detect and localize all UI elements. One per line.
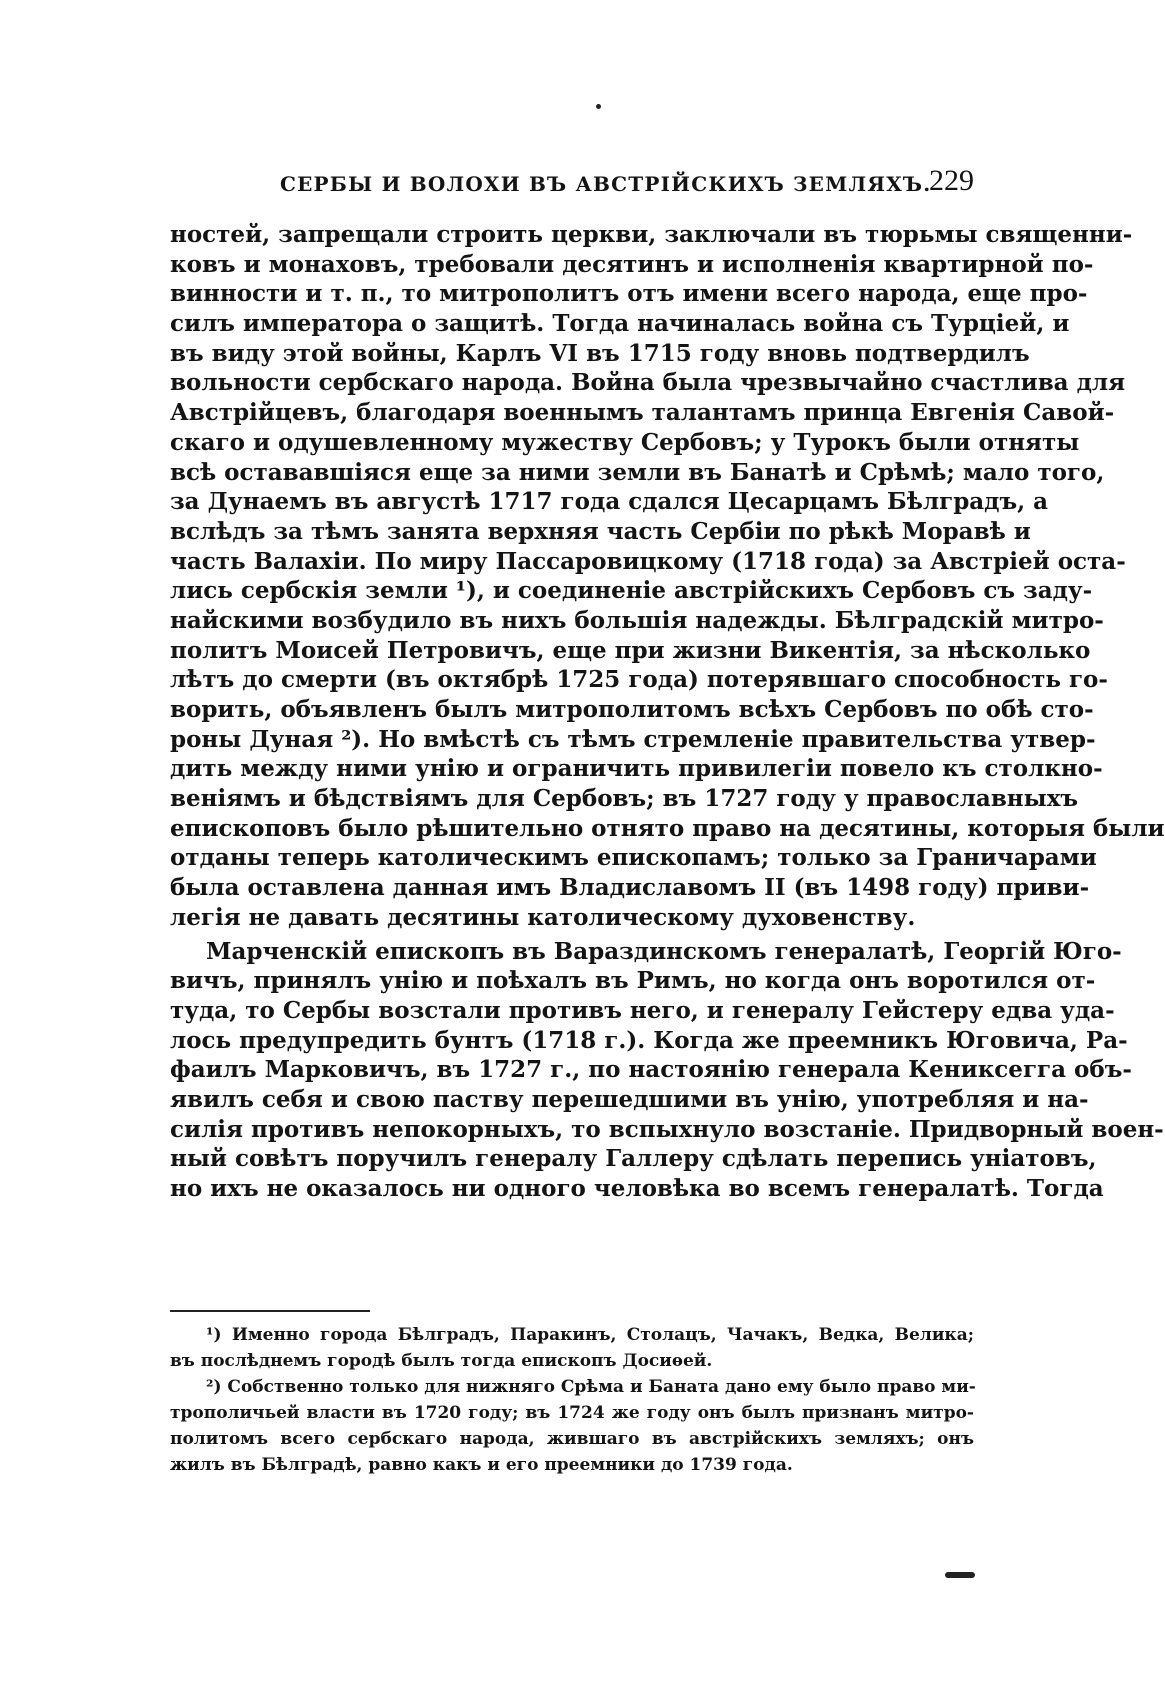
text-line: была оставлена данная имъ Владиславомъ II (въ 1498 году) приви- <box>170 874 1090 902</box>
page-number: 229 <box>929 164 974 197</box>
text-line: дить между ними унію и ограничить привилегіи повело къ столкно- <box>170 755 1103 783</box>
text-line: ностей, запрещали строить церкви, заключали въ тюрьмы священни- <box>170 221 1133 248</box>
text-line: лись сербскія земли ¹), и соединеніе австрійскихъ Сербовъ съ заду- <box>170 577 1093 605</box>
text-line: ворить, объявленъ былъ митрополитомъ всѣхъ Сербовъ по обѣ сто- <box>170 696 1094 723</box>
text-line: но ихъ не оказалось ни одного человѣка во всемъ генералатѣ. Тогда <box>170 1175 1104 1202</box>
footnote-rule <box>170 1310 370 1312</box>
text-line: епископовъ было рѣшительно отнято право на десятины, которыя были <box>170 814 1165 842</box>
text-line: часть Валахіи. По миру Пассаровицкому (1718 года) за Австріей оста- <box>170 547 1126 575</box>
text-line: вслѣдъ за тѣмъ занята верхняя часть Сербіи по рѣкѣ Моравѣ и <box>170 517 1031 545</box>
text-line: ковъ и монаховъ, требовали десятинъ и исполненія квартирной по- <box>170 250 1094 278</box>
footnote-line: ¹) Именно города Бѣлградъ, Паракинъ, Столацъ, Чачакъ, Ведка, Велика; <box>206 1325 974 1345</box>
main-text <box>170 220 1165 1204</box>
text-line: веніямъ и бѣдствіямъ для Сербовъ; въ 1727 году у православныхъ <box>170 785 1079 813</box>
text-line: силія противъ непокорныхъ, то вспыхнуло возстаніе. Придворный воен- <box>170 1115 1164 1143</box>
text-line: лось предупредить бунтъ (1718 г.). Когда же преемникъ Юговича, Ра- <box>170 1026 1128 1054</box>
text-line: туда, то Сербы возстали противъ него, и генералу Гейстеру едва уда- <box>170 996 1115 1024</box>
footnotes <box>170 1322 974 1478</box>
printer-mark-dot <box>596 104 601 109</box>
text-line: винности и т. п., то митрополитъ отъ имени всего народа, еще про- <box>170 280 1088 308</box>
footnote-line: жилъ въ Бѣлградѣ, равно какъ и его преемники до 1739 года. <box>170 1455 793 1475</box>
text-line: скаго и одушевленному мужеству Сербовъ; у Турокъ были отняты <box>170 428 1080 456</box>
text-line: всѣ остававшіяся еще за ними земли въ Банатѣ и Срѣмѣ; мало того, <box>170 458 1105 486</box>
text-line: вольности сербскаго народа. Война была чрезвычайно счастлива для <box>170 369 1126 397</box>
footnote-line: политомъ всего сербскаго народа, жившаго въ австрійскихъ земляхъ; онъ <box>170 1429 974 1449</box>
text-line: ный совѣтъ поручилъ генералу Галлеру сдѣлать перепись уніатовъ, <box>170 1145 1097 1173</box>
text-line: легія не давать десятины католическому духовенству. <box>170 903 916 931</box>
text-line: за Дунаемъ въ августѣ 1717 года сдался Цесарцамъ Бѣлградъ, а <box>170 488 1049 516</box>
running-title: СЕРБЫ И ВОЛОХИ ВЪ АВСТРІЙСКИХЪ ЗЕМЛЯХЪ. <box>280 172 932 196</box>
text-line: вичъ, принялъ унію и поѣхалъ въ Римъ, но когда онъ воротился от- <box>170 967 1096 995</box>
footnote-line: ²) Собственно только для нижняго Срѣма и Баната дано ему было право ми- <box>206 1377 976 1397</box>
text-line: фаилъ Марковичъ, въ 1727 г., по настоянію генерала Кениксегга объ- <box>170 1056 1132 1084</box>
footnote-line: трополичьей власти въ 1720 году; въ 1724 же году онъ былъ признанъ митро- <box>170 1403 974 1423</box>
printer-mark-dash <box>945 1572 975 1578</box>
running-head <box>170 164 974 204</box>
text-line: политъ Моисей Петровичъ, еще при жизни Викентія, за нѣсколько <box>170 636 1091 664</box>
text-line: найскими возбудило въ нихъ большія надежды. Бѣлградскій митро- <box>170 606 1104 634</box>
text-line: силъ императора о защитѣ. Тогда начиналась война съ Турціей, и <box>170 310 1070 338</box>
text-line: явилъ себя и свою паству перешедшими въ унію, употребляя и на- <box>170 1085 1089 1113</box>
text-line: Марченскій епископъ въ Вараздинскомъ генералатѣ, Георгій Юго- <box>206 937 1122 965</box>
text-line: роны Дуная ²). Но вмѣстѣ съ тѣмъ стремленіе правительства утвер- <box>170 725 1096 753</box>
text-line: Австрійцевъ, благодаря военнымъ талантамъ принца Евгенія Савой- <box>170 399 1115 427</box>
text-line: отданы теперь католическимъ епископамъ; только за Граничарами <box>170 844 1097 872</box>
text-line: въ виду этой войны, Карлъ VI въ 1715 году вновь подтвердилъ <box>170 339 1030 367</box>
footnote-line: въ послѣднемъ городѣ былъ тогда епископъ Досиѳей. <box>170 1351 713 1371</box>
text-line: лѣтъ до смерти (въ октябрѣ 1725 года) потерявшаго способность го- <box>170 666 1108 694</box>
